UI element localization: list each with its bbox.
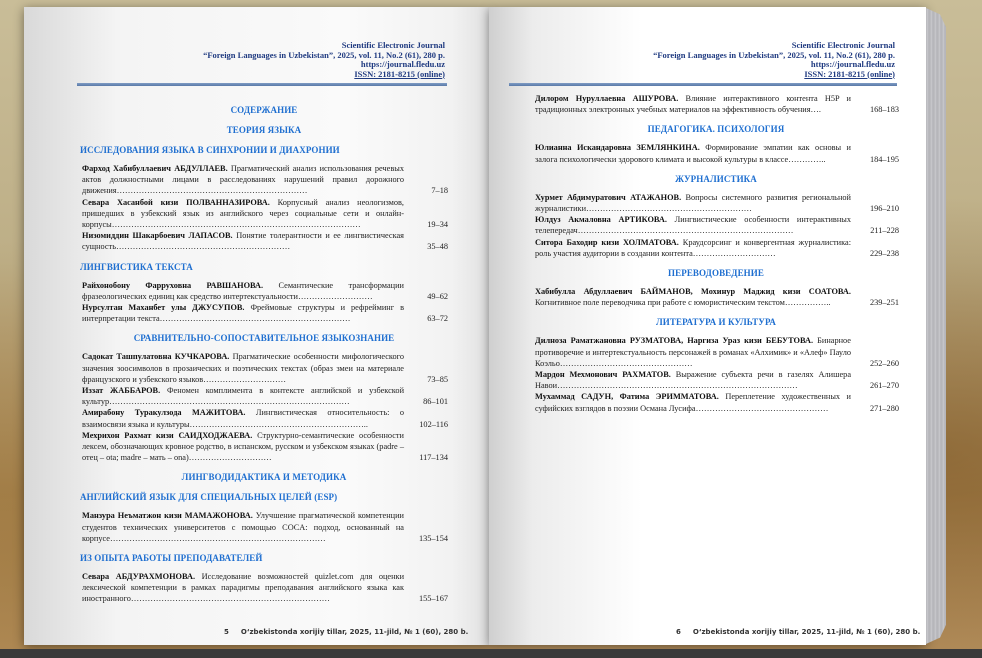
page-footer [676, 628, 920, 637]
entry-title: Формирование эмпатии как основы и залога психологически здорового климата и высокой культуры в классе………….. [535, 143, 851, 164]
footer-citation: O‘zbekistonda xorijiy tillar, 2025, 11-jild, № 1 (60), 280 b. [240, 628, 469, 636]
toc-entry[interactable] [82, 230, 448, 252]
toc-entry[interactable] [82, 430, 448, 464]
toc-entry[interactable] [82, 510, 448, 544]
contents-title: СОДЕРЖАНИЕ [230, 105, 298, 115]
entry-author: Мардон Мехмонович РАХМАТОВ. [535, 370, 671, 380]
entry-author: Иззат ЖАББАРОВ. [82, 386, 161, 396]
toc-entry[interactable] [535, 142, 899, 164]
toc-entry[interactable] [82, 407, 448, 429]
entry-pages: 239–251 [869, 298, 899, 308]
entry-title: Прагматический анализ использования речевых актов должностными лицами в расследованиях нарушений правил дорожного движения…………………………………………………………… [82, 164, 404, 196]
entry-pages: 196–210 [869, 204, 899, 214]
entry-title: Понятие толерантности и ее лингвистическая сущность……………………………………………………… [82, 231, 404, 252]
page-footer [224, 628, 468, 637]
header-rule [509, 83, 897, 86]
toc-entry[interactable] [535, 237, 899, 259]
entry-title: Когнитивное поле переводчика при работе с юмористическим текстом…………….. [535, 298, 831, 308]
entry-title: Краудсорсинг и конвергентная журналистика: роль участия аудитории в создании контента………………………… [535, 237, 852, 258]
section-heading: ЛИТЕРАТУРА И КУЛЬТУРА [655, 317, 777, 328]
entry-title: Выражение субъекта речи в газелях Алишера Навои…………………………………………………………………………… [535, 370, 852, 391]
toc-entry[interactable] [535, 93, 899, 115]
left-page[interactable] [24, 7, 489, 645]
entry-author: Фарход Хабибуллаевич АБДУЛЛАЕВ. [82, 164, 228, 173]
header-journal-citation: “Foreign Languages in Uzbekistan”, 2025, vol. 11, No.2 (61), 280 p. [203, 49, 445, 60]
entry-author: Хурмет Абдимуратович АТАЖАНОВ. [535, 192, 682, 202]
toc-entry[interactable] [535, 369, 899, 391]
entry-title: Фреймовые структуры и рефрейминг в интерпретации текста…………………………………………………………… [82, 303, 405, 324]
entry-author: Юлианна Искандаровна ЗЕМЛЯНКИНА. [535, 143, 700, 153]
entry-title: Переплетение художественных и суфийских взглядов в поэзии Османа Лусифа………………………………………… [535, 392, 851, 413]
toc-entry[interactable] [82, 197, 448, 231]
entry-title: Корпусный анализ неологизмов, пришедших в узбекский язык из английского через социальные сети и онлайн-корпусы……………………………………………………………………………… [82, 197, 404, 230]
section-heading: ИЗ ОПЫТА РАБОТЫ ПРЕПОДАВАТЕЛЕЙ [80, 553, 263, 564]
entry-author: Нурсултан Маханбет улы ДЖУСУПОВ. [82, 303, 245, 313]
entry-pages: 117–134 [419, 453, 448, 463]
page-stack-edges [926, 8, 946, 644]
header-journal-type: Scientific Electronic Journal [791, 40, 895, 50]
entry-author: Дилноза Раматжановна РУЗМАТОВА, Наргиза Ураз кизи БЕБУТОВА. [535, 336, 814, 346]
toc-entry[interactable] [82, 351, 448, 385]
entry-author: Садокат Ташпулатовна КУЧКАРОВА. [82, 352, 230, 362]
toc-entry[interactable] [535, 214, 899, 236]
section-heading: ПЕДАГОГИКА. ПСИХОЛОГИЯ [647, 124, 785, 135]
entry-title: Феномен комплимента в контексте английской и узбекской культур…………………………………………………………………………… [82, 386, 405, 407]
header-journal-citation: “Foreign Languages in Uzbekistan”, 2025, vol. 11, No.2 (61), 280 p. [653, 49, 895, 60]
journal-header [653, 41, 895, 79]
header-issn: ISSN: 2181-8215 (online) [804, 68, 895, 79]
entry-author: Райхонобону Фарруховна РАВШАНОВА. [82, 280, 264, 290]
entry-author: Севара Хасанбой кизи ПОЛВАННАЗИРОВА. [82, 197, 270, 207]
entry-author: Дилором Нуруллаевна АШУРОВА. [535, 94, 679, 103]
toc-entry[interactable] [535, 286, 899, 308]
section-heading: ЛИНГВОДИДАКТИКА И МЕТОДИКА [181, 472, 347, 483]
entry-title: Бинарное противоречие и интертекстуальность персонажей в романах «Алхимик» и «Алеф» Пауло Коэльо………………………………………… [535, 336, 851, 368]
entry-pages: 102–116 [419, 419, 448, 429]
right-toc-column [533, 93, 899, 414]
left-toc-column [80, 91, 448, 605]
entry-title: Исследование возможностей quizlet.com для оценки лексической компетенции в рамках парадигмы преподавания английского языка как иностранного……………………………………………………………… [82, 572, 405, 604]
journal-header [203, 41, 445, 79]
header-rule [77, 83, 447, 86]
header-journal-type: Scientific Electronic Journal [341, 40, 445, 50]
header-issn: ISSN: 2181-8215 (online) [354, 68, 445, 79]
right-page[interactable] [489, 7, 926, 645]
entry-pages: 19–34 [427, 220, 448, 230]
entry-title: Влияние интерактивного контента H5P и традиционных электронных учебных материалов на эффективность обучения…. [535, 94, 851, 115]
header-journal-url: https://journal.fledu.uz [810, 59, 895, 69]
entry-title: Лингвистические особенности интерактивных телепередач…………………………………………………………………… [535, 215, 851, 236]
toc-entry[interactable] [82, 163, 448, 197]
entry-pages: 73–85 [427, 374, 448, 384]
toc-entry[interactable] [82, 571, 448, 605]
toc-entry[interactable] [535, 335, 899, 369]
entry-pages: 49–62 [427, 291, 448, 301]
entry-author: Низомиддин Шакарбоевич ЛАПАСОВ. [82, 231, 233, 241]
entry-title: Структурно-семантические особенности лексем, обозначающих кровное родство, в испанском, русском и узбекском языках (padre – отец – ota; madre – мать – ona)………………………… [82, 430, 404, 463]
entry-pages: 86–101 [423, 397, 448, 407]
entry-author: Амирабону Туракулзода МАЖИТОВА. [82, 408, 246, 418]
entry-pages: 184–195 [869, 154, 899, 164]
entry-title: Прагматические особенности мифологического значения зоосимволов в прозаических и поэтических текстах (образ змеи на материале французского и узбекского языков………………………… [82, 352, 404, 384]
toc-entry[interactable] [82, 280, 448, 302]
section-heading: ТЕОРИЯ ЯЗЫКА [226, 125, 302, 135]
entry-author: Юлдуз Акмаловна АРТИКОВА. [535, 215, 667, 225]
section-heading: АНГЛИЙСКИЙ ЯЗЫК ДЛЯ СПЕЦИАЛЬНЫХ ЦЕЛЕЙ (ESP) [80, 492, 338, 503]
viewer-bottom-bar [0, 649, 982, 658]
entry-author: Севара АБДУРАХМОНОВА. [82, 572, 196, 582]
toc-entry[interactable] [535, 192, 899, 214]
entry-pages: 63–72 [427, 314, 448, 324]
section-heading: ИССЛЕДОВАНИЯ ЯЗЫКА В СИНХРОНИИ И ДИАХРОНИИ [80, 145, 340, 155]
entry-pages: 229–238 [869, 248, 899, 258]
header-journal-url: https://journal.fledu.uz [360, 59, 445, 69]
entry-pages: 261–270 [869, 381, 899, 391]
entry-title: Вопросы системного развития региональной журналистики…………………………………………………… [535, 192, 851, 214]
footer-citation: O‘zbekistonda xorijiy tillar, 2025, 11-jild, № 1 (60), 280 b. [692, 628, 921, 636]
toc-entry[interactable] [82, 385, 448, 407]
entry-pages: 168–183 [869, 105, 899, 115]
section-heading: СРАВНИТЕЛЬНО-СОПОСТАВИТЕЛЬНОЕ ЯЗЫКОЗНАНИЕ [133, 333, 395, 344]
section-heading: ЖУРНАЛИСТИКА [675, 173, 757, 184]
entry-pages: 35–48 [427, 242, 448, 252]
entry-pages: 155–167 [418, 594, 448, 604]
section-heading: ЛИНГВИСТИКА ТЕКСТА [80, 261, 193, 272]
entry-pages: 7–18 [431, 186, 448, 196]
entry-author: Хабибулла Абдуллаевич БАЙМАНОВ, Мохинур Маджид кизи СОАТОВА. [535, 287, 851, 297]
entry-pages: 135–154 [418, 533, 448, 543]
page-number: 5 [224, 628, 229, 636]
toc-entry[interactable] [82, 302, 448, 324]
entry-author: Мехрихон Рахмат кизи САИДХОДЖАЕВА. [82, 430, 253, 440]
entry-author: Мухаммад САДУН, Фатима ЭРИММАТОВА. [535, 392, 719, 402]
section-heading: ПЕРЕВОДОВЕДЕНИЕ [668, 268, 764, 279]
toc-entry[interactable] [535, 391, 899, 413]
entry-title: Улучшение прагматической компетенции студентов технических университетов с помощью COCA: подход, основанный на корпусе…………………………………………………………………… [82, 511, 404, 543]
entry-pages: 252–260 [869, 358, 899, 368]
entry-pages: 211–228 [870, 226, 899, 236]
entry-author: Манзура Неъматжон кизи МАМАЖОНОВА. [82, 511, 253, 521]
entry-title: Семантические трансформации фразеологических единиц как средство интертекстуальности……………………… [82, 280, 404, 301]
entry-author: Ситора Баходир кизи ХОЛМАТОВА. [535, 237, 679, 247]
page-number: 6 [676, 628, 681, 636]
entry-title: Лингвистическая относительность: о взаимосвязи языка и культуры……………………………………………………….. [82, 408, 404, 429]
entry-pages: 271–280 [869, 403, 899, 413]
